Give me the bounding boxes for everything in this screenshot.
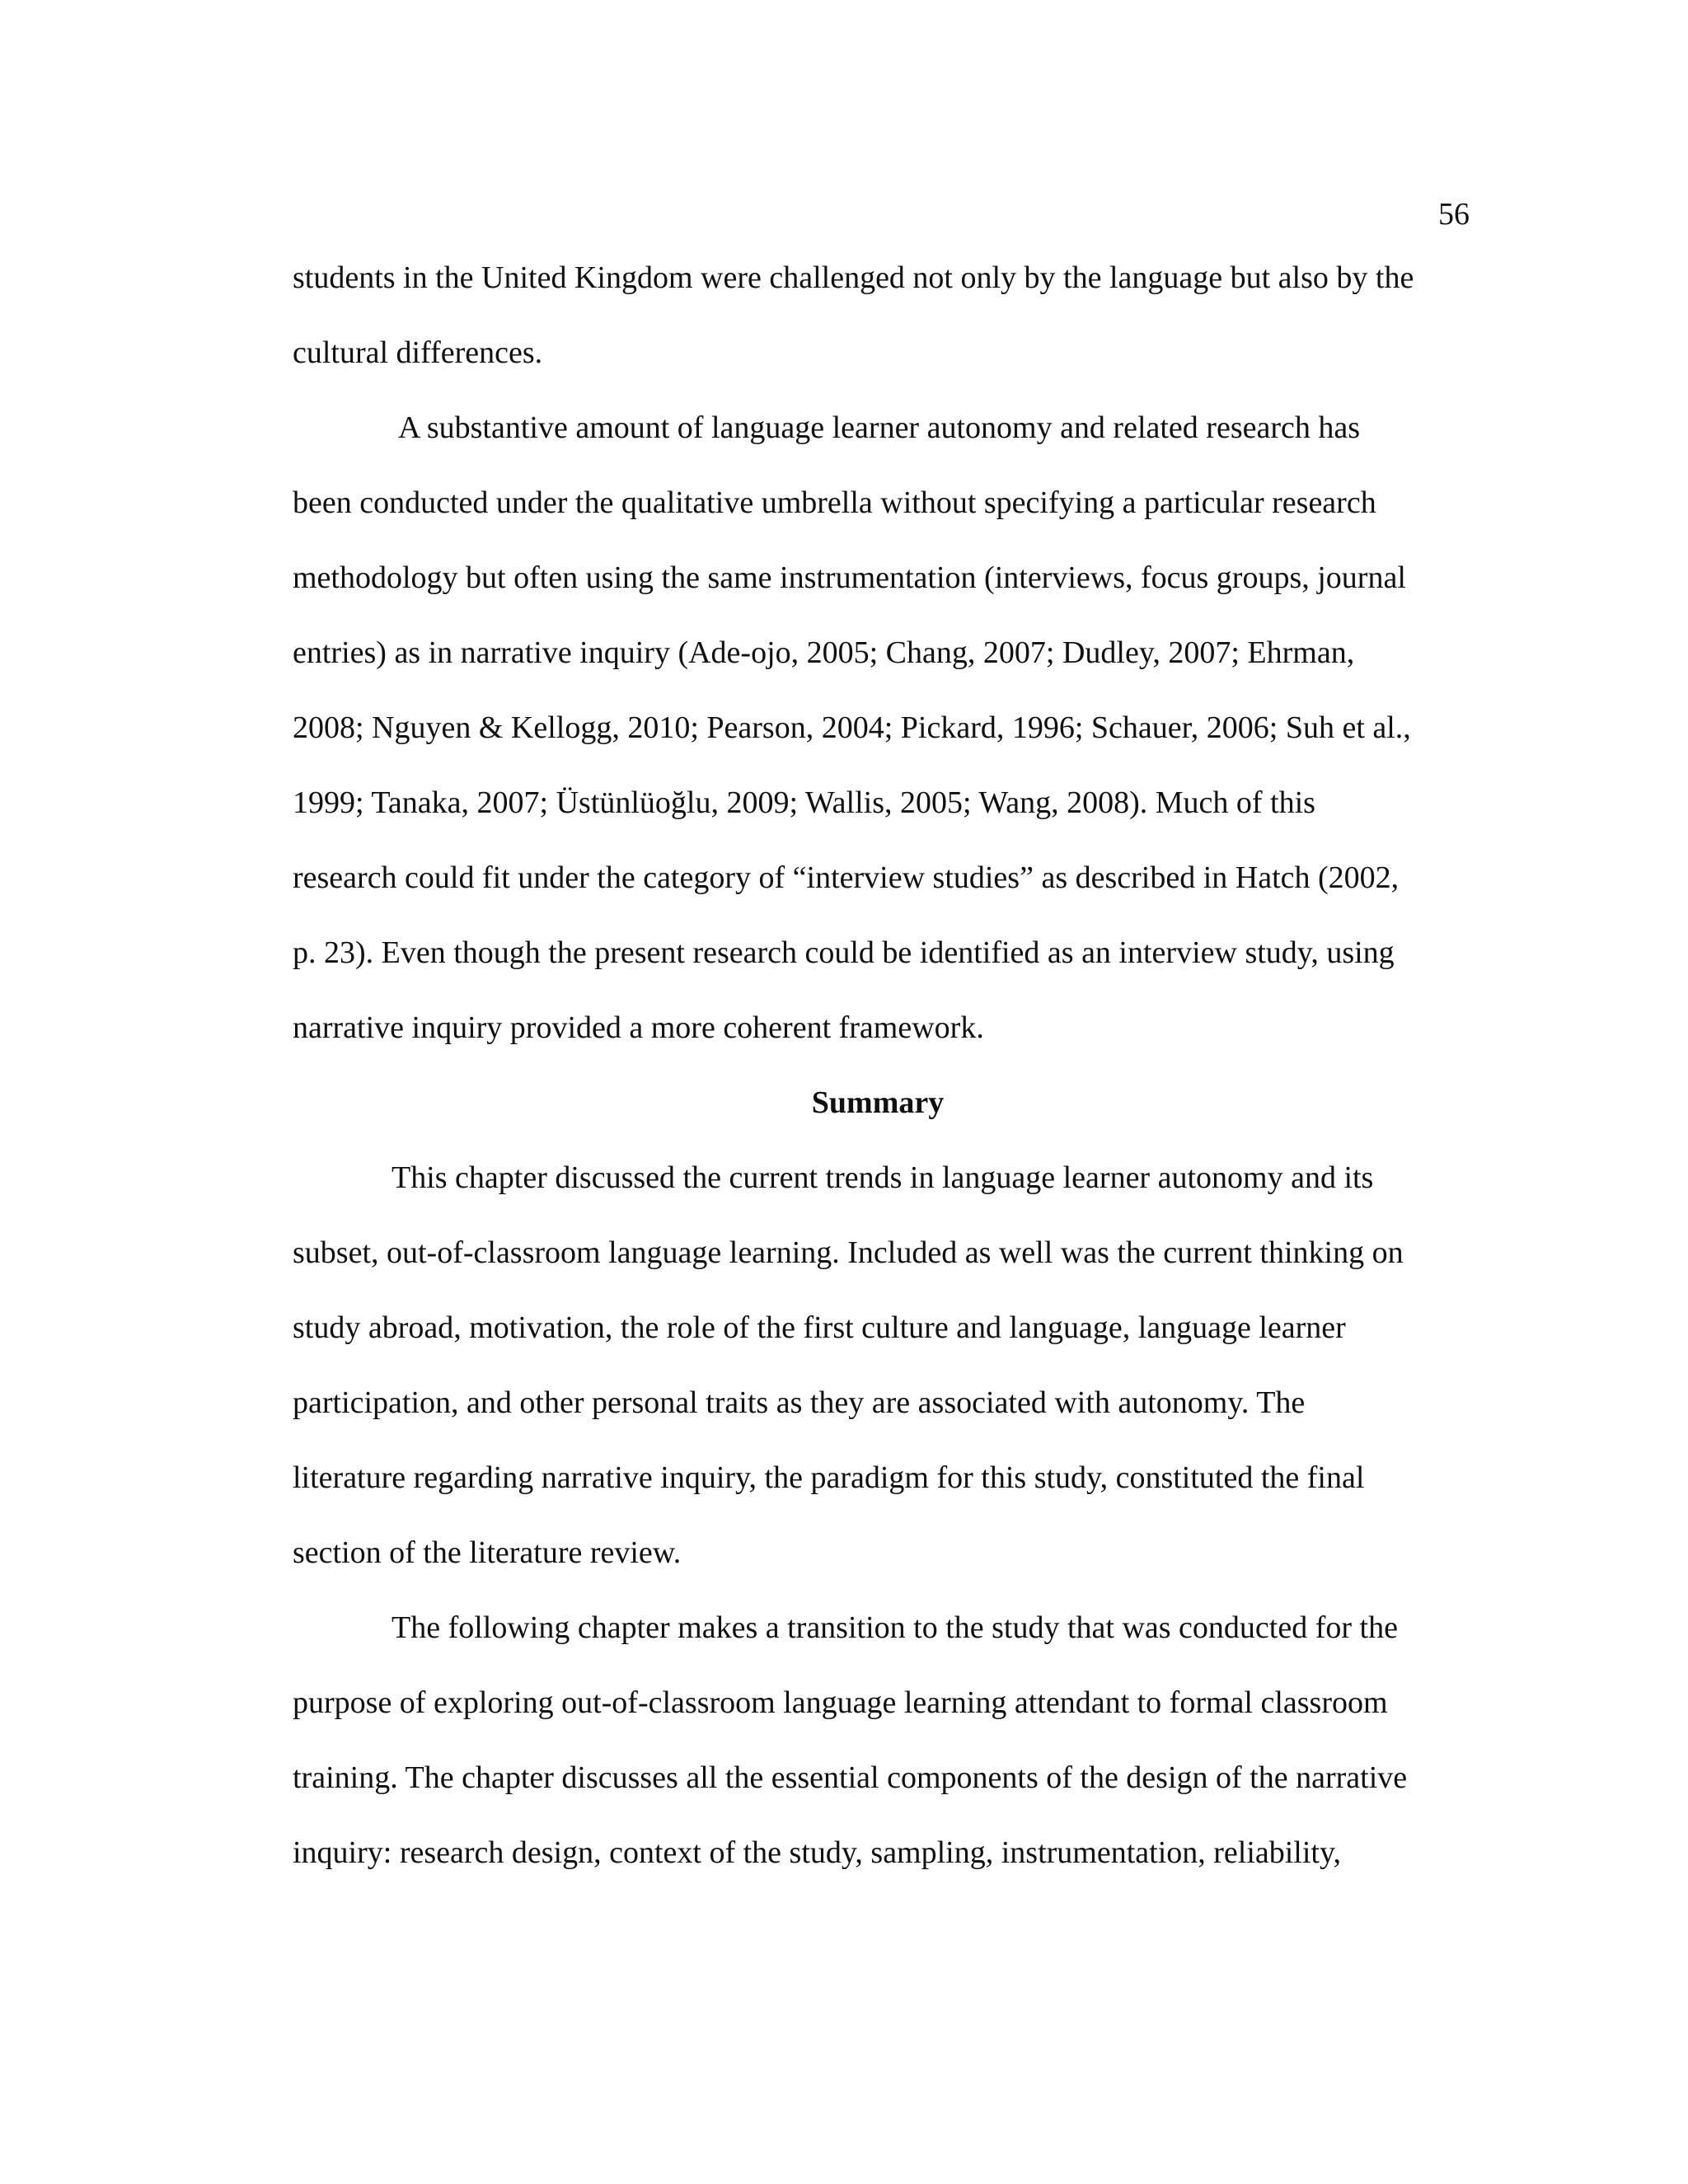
document-body <box>293 0 1463 2184</box>
paragraph-line: literature regarding narrative inquiry, the paradigm for this study, constituted the final <box>293 1460 1365 1495</box>
paragraph-line: section of the literature review. <box>293 1535 682 1570</box>
paragraph-line: entries) as in narrative inquiry (Ade-ojo, 2005; Chang, 2007; Dudley, 2007; Ehrman, <box>293 635 1355 670</box>
paragraph-line: A substantive amount of language learner autonomy and related research has <box>398 410 1361 445</box>
paragraph-line: p. 23). Even though the present research could be identified as an interview study, using <box>293 935 1395 970</box>
paragraph-line: This chapter discussed the current trends in language learner autonomy and its <box>392 1160 1374 1195</box>
paragraph-line: inquiry: research design, context of the study, sampling, instrumentation, reliability, <box>293 1835 1342 1870</box>
paragraph-line: subset, out-of-classroom language learning. Included as well was the current thinking on <box>293 1235 1404 1270</box>
paragraph-line: The following chapter makes a transition to the study that was conducted for the <box>392 1610 1398 1645</box>
paragraph-line: been conducted under the qualitative umbrella without specifying a particular research <box>293 485 1376 520</box>
paragraph-line: training. The chapter discusses all the essential components of the design of the narrative <box>293 1760 1408 1795</box>
paragraph-line: purpose of exploring out-of-classroom language learning attendant to formal classroom <box>293 1685 1388 1720</box>
paragraph-line: narrative inquiry provided a more coherent framework. <box>293 1010 984 1045</box>
paragraph-line: cultural differences. <box>293 335 543 370</box>
paragraph-line: study abroad, motivation, the role of the first culture and language, language learner <box>293 1310 1346 1345</box>
paragraph-line: 2008; Nguyen & Kellogg, 2010; Pearson, 2004; Pickard, 1996; Schauer, 2006; Suh et al., <box>293 710 1411 745</box>
paragraph-line: methodology but often using the same instrumentation (interviews, focus groups, journal <box>293 560 1406 595</box>
section-heading: Summary <box>811 1085 945 1120</box>
paragraph-line: students in the United Kingdom were challenged not only by the language but also by the <box>293 260 1414 295</box>
paragraph-line: participation, and other personal traits as they are associated with autonomy. The <box>293 1385 1306 1420</box>
paragraph-line: 1999; Tanaka, 2007; Üstünlüoğlu, 2009; Wallis, 2005; Wang, 2008). Much of this <box>293 785 1315 820</box>
page-number: 56 <box>1438 197 1470 232</box>
paragraph-line: research could fit under the category of “interview studies” as described in Hatch (2002, <box>293 860 1400 895</box>
